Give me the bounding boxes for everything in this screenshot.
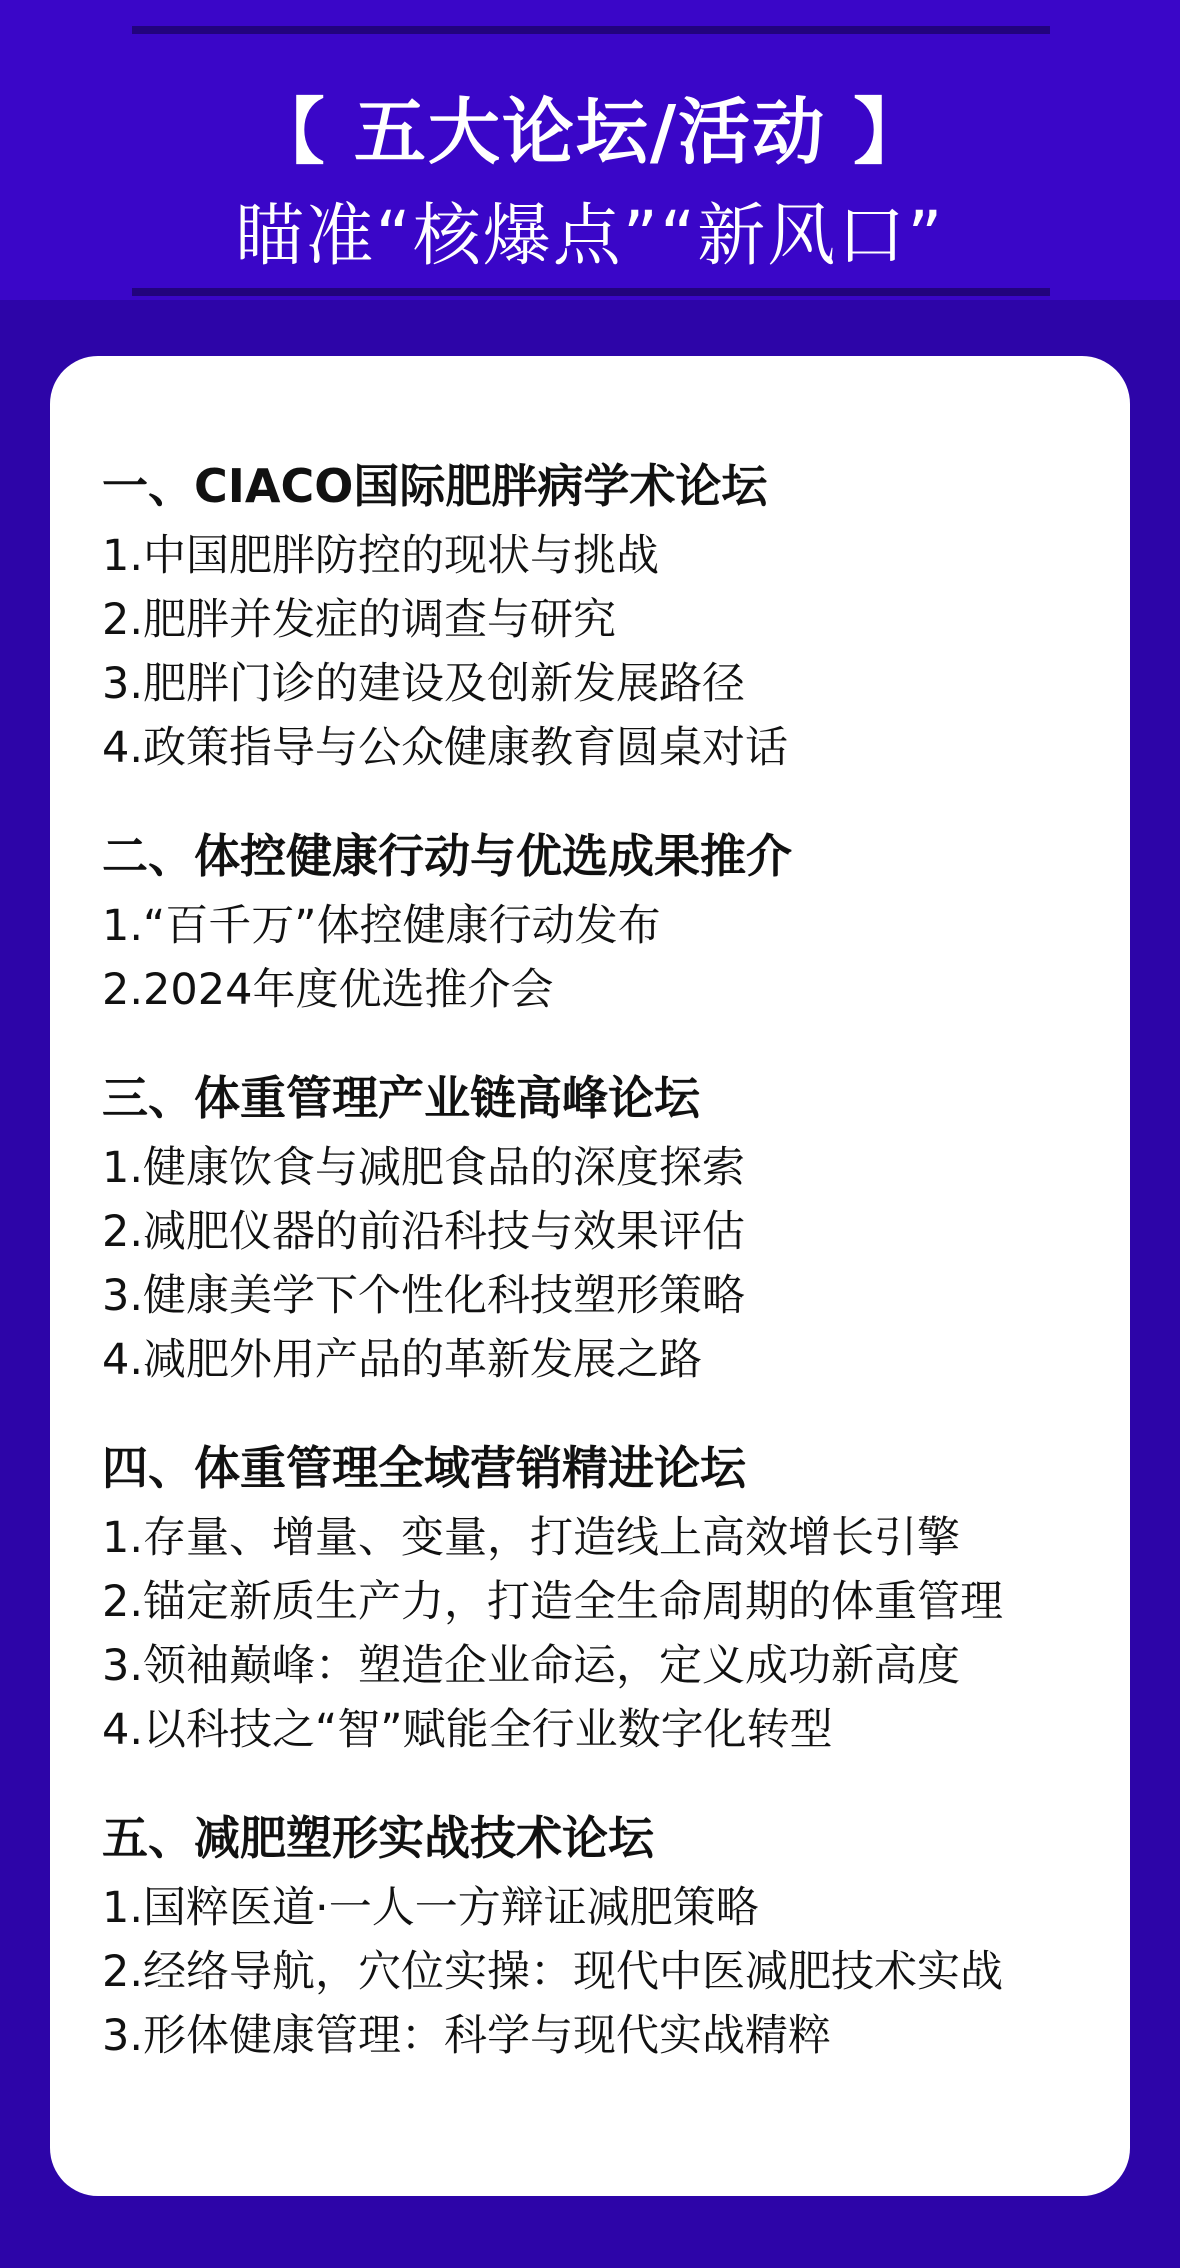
list-item: 2.锚定新质生产力，打造全生命周期的体重管理 xyxy=(102,1577,1004,1627)
list-item: 1.中国肥胖防控的现状与挑战 xyxy=(102,531,660,581)
list-item: 4.以科技之“智”赋能全行业数字化转型 xyxy=(102,1705,833,1755)
section-heading: 二、体控健康行动与优选成果推介 xyxy=(102,829,792,883)
forum-list-card xyxy=(50,356,1130,2196)
header-divider-top xyxy=(132,26,1050,34)
list-item: 2.经络导航，穴位实操：现代中医减肥技术实战 xyxy=(102,1947,1004,1997)
list-item: 1.存量、增量、变量，打造线上高效增长引擎 xyxy=(102,1513,961,1563)
list-item: 1.国粹医道·一人一方辩证减肥策略 xyxy=(102,1883,759,1933)
list-item: 3.领袖巅峰：塑造企业命运，定义成功新高度 xyxy=(102,1641,961,1691)
list-item: 1.健康饮食与减肥食品的深度探索 xyxy=(102,1143,746,1193)
list-item: 4.政策指导与公众健康教育圆桌对话 xyxy=(102,723,789,773)
list-item: 2.减肥仪器的前沿科技与效果评估 xyxy=(102,1207,746,1257)
page-title: 【 五大论坛/活动 】 xyxy=(252,90,928,174)
list-item: 3.形体健康管理：科学与现代实战精粹 xyxy=(102,2011,832,2061)
forum-section-3 xyxy=(102,1068,1112,1392)
header-divider-bottom xyxy=(132,288,1050,296)
forum-section-5 xyxy=(102,1808,1112,2068)
forum-section-1 xyxy=(102,456,1112,780)
page-subtitle: 瞄准“核爆点”“新风口” xyxy=(235,197,945,276)
forum-section-4 xyxy=(102,1438,1112,1762)
list-item: 3.健康美学下个性化科技塑形策略 xyxy=(102,1271,746,1321)
list-item: 4.减肥外用产品的革新发展之路 xyxy=(102,1335,703,1385)
list-item: 3.肥胖门诊的建设及创新发展路径 xyxy=(102,659,746,709)
list-item: 2.肥胖并发症的调查与研究 xyxy=(102,595,617,645)
list-item: 2.2024年度优选推介会 xyxy=(102,965,554,1015)
section-heading: 四、体重管理全域营销精进论坛 xyxy=(102,1441,746,1495)
section-heading: 三、体重管理产业链高峰论坛 xyxy=(102,1071,700,1125)
section-heading: 五、减肥塑形实战技术论坛 xyxy=(102,1811,654,1865)
list-item: 1.“百千万”体控健康行动发布 xyxy=(102,901,661,951)
forum-section-2 xyxy=(102,826,1112,1022)
section-heading: 一、CIACO国际肥胖病学术论坛 xyxy=(102,459,768,513)
forum-list xyxy=(102,456,1112,2114)
